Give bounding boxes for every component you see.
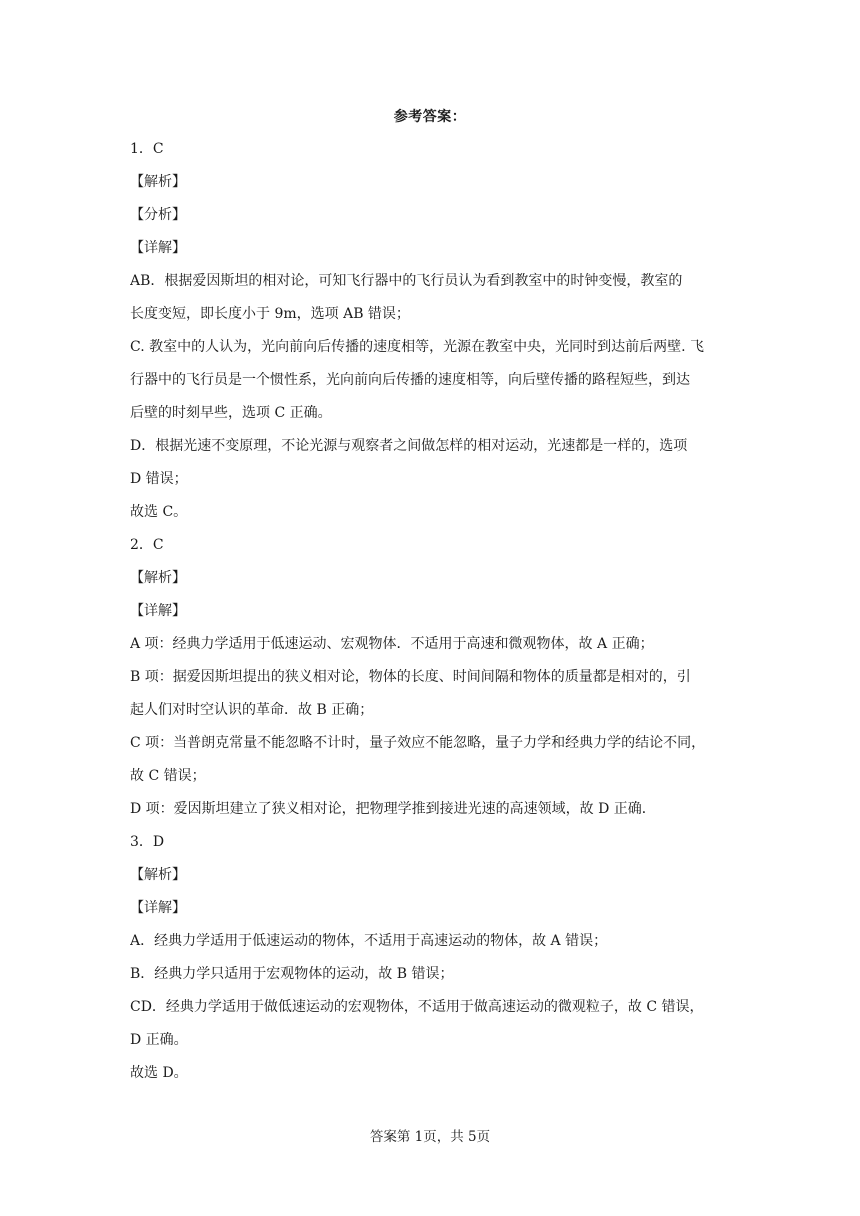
- text-line: 后壁的时刻早些，选项 C 正确。: [130, 405, 332, 421]
- text-line: A 项：经典力学适用于低速运动、宏观物体．不适用于高速和微观物体，故 A 正确；: [130, 636, 654, 652]
- text-line: 1．C: [130, 141, 164, 157]
- text-line: 【详解】: [130, 900, 186, 916]
- text-line: 2．C: [130, 537, 164, 553]
- page-title: 参考答案：: [393, 109, 467, 125]
- text-line: D 正确。: [130, 1032, 188, 1048]
- text-line: A．经典力学适用于低速运动的物体，不适用于高速运动的物体，故 A 错误；: [130, 933, 608, 949]
- text-line: 【详解】: [130, 603, 186, 619]
- text-line: 【详解】: [130, 240, 186, 256]
- text-line: 【解析】: [130, 570, 186, 586]
- text-line: 【分析】: [130, 207, 186, 223]
- text-line: 【解析】: [130, 867, 186, 883]
- text-line: B．经典力学只适用于宏观物体的运动，故 B 错误；: [130, 966, 454, 982]
- text-line: 行器中的飞行员是一个惯性系，光向前向后传播的速度相等，向后壁传播的路程短些，到达: [130, 372, 690, 388]
- text-line: 故 C 错误；: [130, 768, 206, 784]
- text-line: D．根据光速不变原理，不论光源与观察者之间做怎样的相对运动，光速都是一样的，选项: [130, 438, 688, 454]
- text-line: AB．根据爱因斯坦的相对论，可知飞行器中的飞行员认为看到教室中的时钟变慢，教室的: [130, 273, 683, 289]
- text-line: C. 教室中的人认为，光向前向后传播的速度相等，光源在教室中央，光同时到达前后两壁. 飞: [130, 339, 705, 355]
- text-line: 3．D: [130, 834, 165, 850]
- text-line: 故选 C。: [130, 504, 188, 520]
- text-line: 故选 D。: [130, 1065, 188, 1081]
- text-line: 起人们对时空认识的革命．故 B 正确；: [130, 702, 374, 718]
- text-line: 长度变短，即长度小于 9m，选项 AB 错误；: [130, 306, 410, 322]
- text-line: D 错误；: [130, 471, 188, 487]
- text-line: 【解析】: [130, 174, 186, 190]
- text-line: CD．经典力学适用于做低速运动的宏观物体，不适用于做高速运动的微观粒子，故 C 错误，: [130, 999, 704, 1015]
- text-line: D 项：爱因斯坦建立了狭义相对论，把物理学推到接进光速的高速领域，故 D 正确．: [130, 801, 656, 817]
- page-footer: 答案第 1页，共 5页: [369, 1129, 491, 1145]
- answer-body: [130, 133, 730, 1090]
- text-line: C 项：当普朗克常量不能忽略不计时，量子效应不能忽略，量子力学和经典力学的结论不同，: [130, 735, 706, 751]
- text-line: B 项：据爱因斯坦提出的狭义相对论，物体的长度、时间间隔和物体的质量都是相对的，引: [130, 669, 691, 685]
